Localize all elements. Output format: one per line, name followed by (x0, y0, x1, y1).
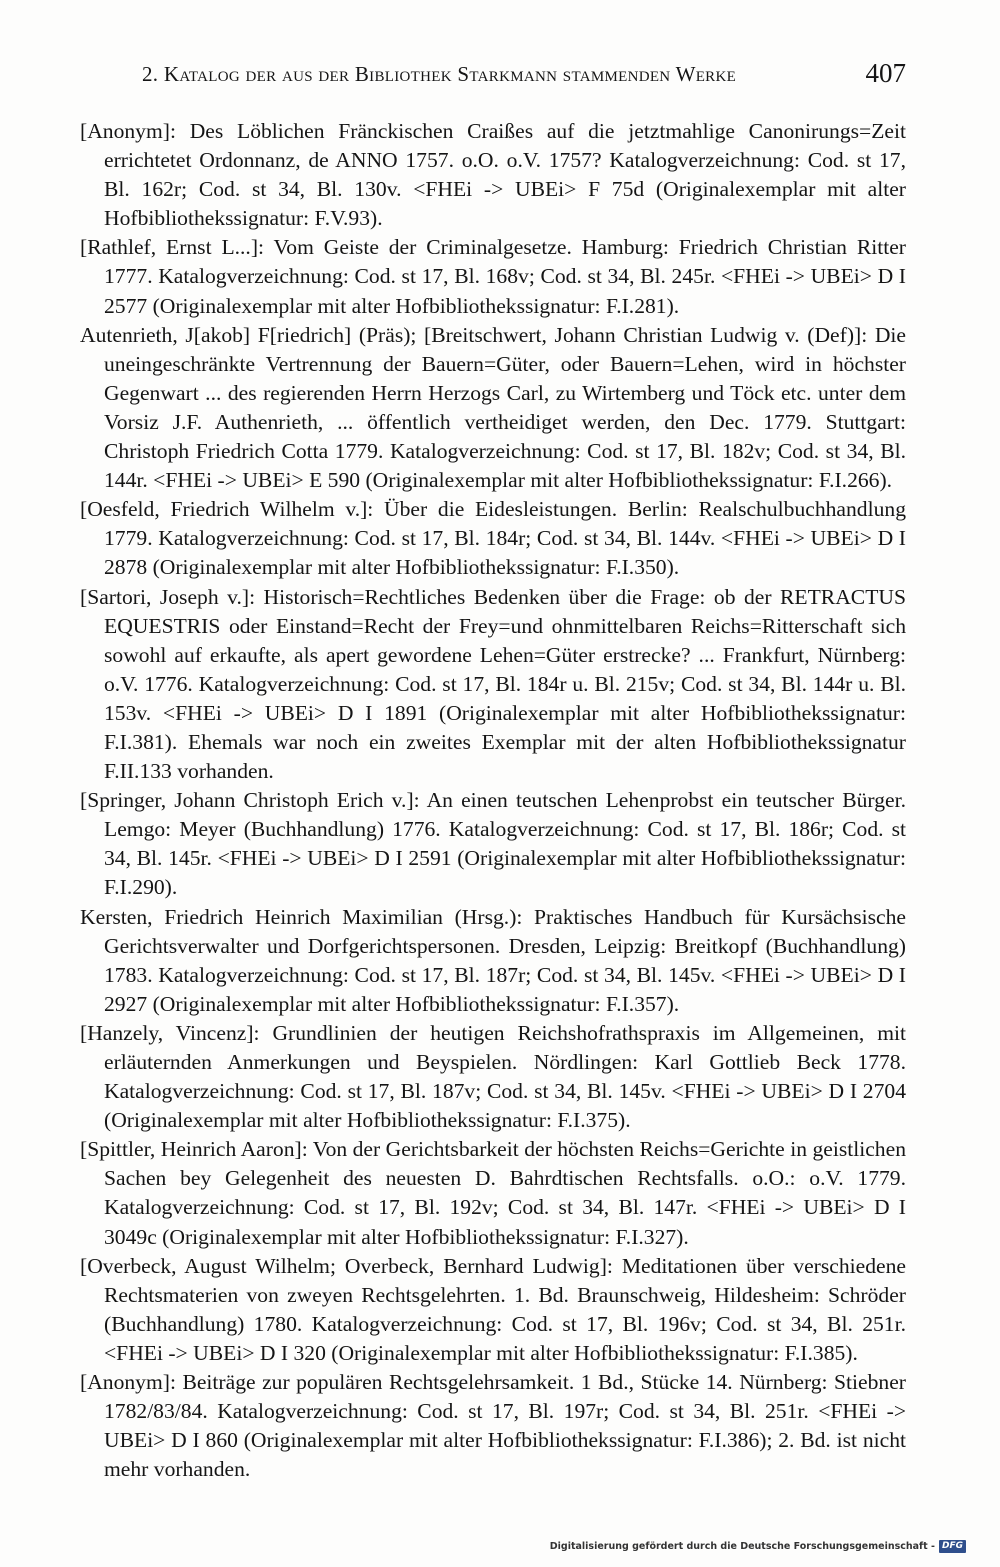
catalog-entry: [Anonym]: Des Löblichen Fränckischen Craißes auf die jetztmahlige Canonirungs=Zeit errichtetet Ordonnanz, de ANNO 1757. o.O. o.V. 1757? Katalogverzeichnung: Cod. st 17, Bl. 162r; Cod. st 34, Bl. 130v. <FHEi -> UBEi> F 75d (Originalexemplar mit alter Hofbibliothekssignatur: F.V.93). (80, 119, 906, 231)
catalog-entry: [Anonym]: Beiträge zur populären Rechtsgelehrsamkeit. 1 Bd., Stücke 14. Nürnberg: Stiebner 1782/83/84. Katalogverzeichnung: Cod. st 17, Bl. 197r; Cod. st 34, Bl. 251r. <FHEi -> UBEi> D I 860 (Originalexemplar mit alter Hofbibliothekssignatur: F.I.386); 2. Bd. ist nicht mehr vorhanden. (80, 1370, 906, 1482)
funding-note: Digitalisierung gefördert durch die Deutsche Forschungsgemeinschaft - (549, 1541, 935, 1552)
catalog-entry: Autenrieth, J[akob] F[riedrich] (Präs); [Breitschwert, Johann Christian Ludwig v. (Def)]: Die uneingeschränkte Vertrennung der Bauern=Güter, oder Bauern=Lehen, wird in höchster Gegenwart ... des regierenden Herrn Herzogs Carl, zu Wirtemberg und Töck etc. unter dem Vorsiz J.F. Authenrieth, ... öffentlich vertheidiget werden, den Dec. 1779. Stuttgart: Christoph Friedrich Cotta 1779. Katalogverzeichnung: Cod. st 17, Bl. 182v; Cod. st 34, Bl. 144r. <FHEi -> UBEi> E 590 (Originalexemplar mit alter Hofbibliothekssignatur: F.I.266). (80, 322, 906, 493)
catalog-entry: [Overbeck, August Wilhelm; Overbeck, Bernhard Ludwig]: Meditationen über verschiedene Rechtsmaterien von zweyen Rechtsgelehrten. 1. Bd. Braunschweig, Hildesheim: Schröder (Buchhandlung) 1780. Katalogverzeichnung: Cod. st 17, Bl. 196v; Cod. st 34, Bl. 251r. <FHEi -> UBEi> D I 320 (Originalexemplar mit alter Hofbibliothekssignatur: F.I.385). (80, 1253, 906, 1365)
catalog-entry: [Spittler, Heinrich Aaron]: Von der Gerichtsbarkeit der höchsten Reichs=Gerichte in geistlichen Sachen bey Gelegenheit des neuesten D. Bahrdtischen Rechtsfalls. o.O.: o.V. 1779. Katalogverzeichnung: Cod. st 17, Bl. 192v; Cod. st 34, Bl. 147r. <FHEi -> UBEi> D I 3049c (Originalexemplar mit alter Hofbibliothekssignatur: F.I.327). (80, 1137, 906, 1249)
catalog-entries (80, 117, 906, 1484)
funding-footer (550, 1540, 966, 1553)
running-title: 2. Katalog der aus der Bibliothek Starkmann stammenden Werke (142, 62, 737, 86)
catalog-entry: [Rathlef, Ernst L...]: Vom Geiste der Criminalgesetze. Hamburg: Friedrich Christian Ritter 1777. Katalogverzeichnung: Cod. st 17, Bl. 168v; Cod. st 34, Bl. 245r. <FHEi -> UBEi> D I 2577 (Originalexemplar mit alter Hofbibliothekssignatur: F.I.281). (80, 235, 906, 318)
dfg-logo: DFG (939, 1540, 966, 1553)
running-head (142, 58, 906, 92)
catalog-entry: Kersten, Friedrich Heinrich Maximilian (Hrsg.): Praktisches Handbuch für Kursächsische Gerichtsverwalter und Dorfgerichtspersonen. Dresden, Leipzig: Breitkopf (Buchhandlung) 1783. Katalogverzeichnung: Cod. st 17, Bl. 187r; Cod. st 34, Bl. 145v. <FHEi -> UBEi> D I 2927 (Originalexemplar mit alter Hofbibliothekssignatur: F.I.357). (80, 904, 906, 1016)
catalog-entry: [Springer, Johann Christoph Erich v.]: An einen teutschen Lehenprobst ein teutscher Bürger. Lemgo: Meyer (Buchhandlung) 1776. Katalogverzeichnung: Cod. st 17, Bl. 186r; Cod. st 34, Bl. 145r. <FHEi -> UBEi> D I 2591 (Originalexemplar mit alter Hofbibliothekssignatur: F.I.290). (80, 788, 906, 900)
catalog-entry: [Oesfeld, Friedrich Wilhelm v.]: Über die Eidesleistungen. Berlin: Realschulbuchhandlung 1779. Katalogverzeichnung: Cod. st 17, Bl. 184r; Cod. st 34, Bl. 144v. <FHEi -> UBEi> D I 2878 (Originalexemplar mit alter Hofbibliothekssignatur: F.I.350). (80, 497, 906, 580)
catalog-entry: [Hanzely, Vincenz]: Grundlinien der heutigen Reichshofrathspraxis im Allgemeinen, mit erläuternden Anmerkungen und Beyspielen. Nördlingen: Karl Gottlieb Beck 1778. Katalogverzeichnung: Cod. st 17, Bl. 187v; Cod. st 34, Bl. 145v. <FHEi -> UBEi> D I 2704 (Originalexemplar mit alter Hofbibliothekssignatur: F.I.375). (80, 1020, 906, 1133)
page-number: 407 (865, 58, 906, 88)
catalog-entry: [Sartori, Joseph v.]: Historisch=Rechtliches Bedenken über die Frage: ob der RETRACTUS EQUESTRIS oder Einstand=Recht der Frey=und ohnmittelbaren Reichs=Ritterschaft sich sowohl auf erkaufte, als apert gewordene Lehen=Güter erstrecke? ... Frankfurt, Nürnberg: o.V. 1776. Katalogverzeichnung: Cod. st 17, Bl. 184r u. Bl. 215v; Cod. st 34, Bl. 144r u. Bl. 153v. <FHEi -> UBEi> D I 1891 (Originalexemplar mit alter Hofbibliothekssignatur: F.I.381). Ehemals war noch ein zweites Exemplar mit der alten Hofbibliothekssignatur F.II.133 vorhanden. (80, 584, 906, 784)
